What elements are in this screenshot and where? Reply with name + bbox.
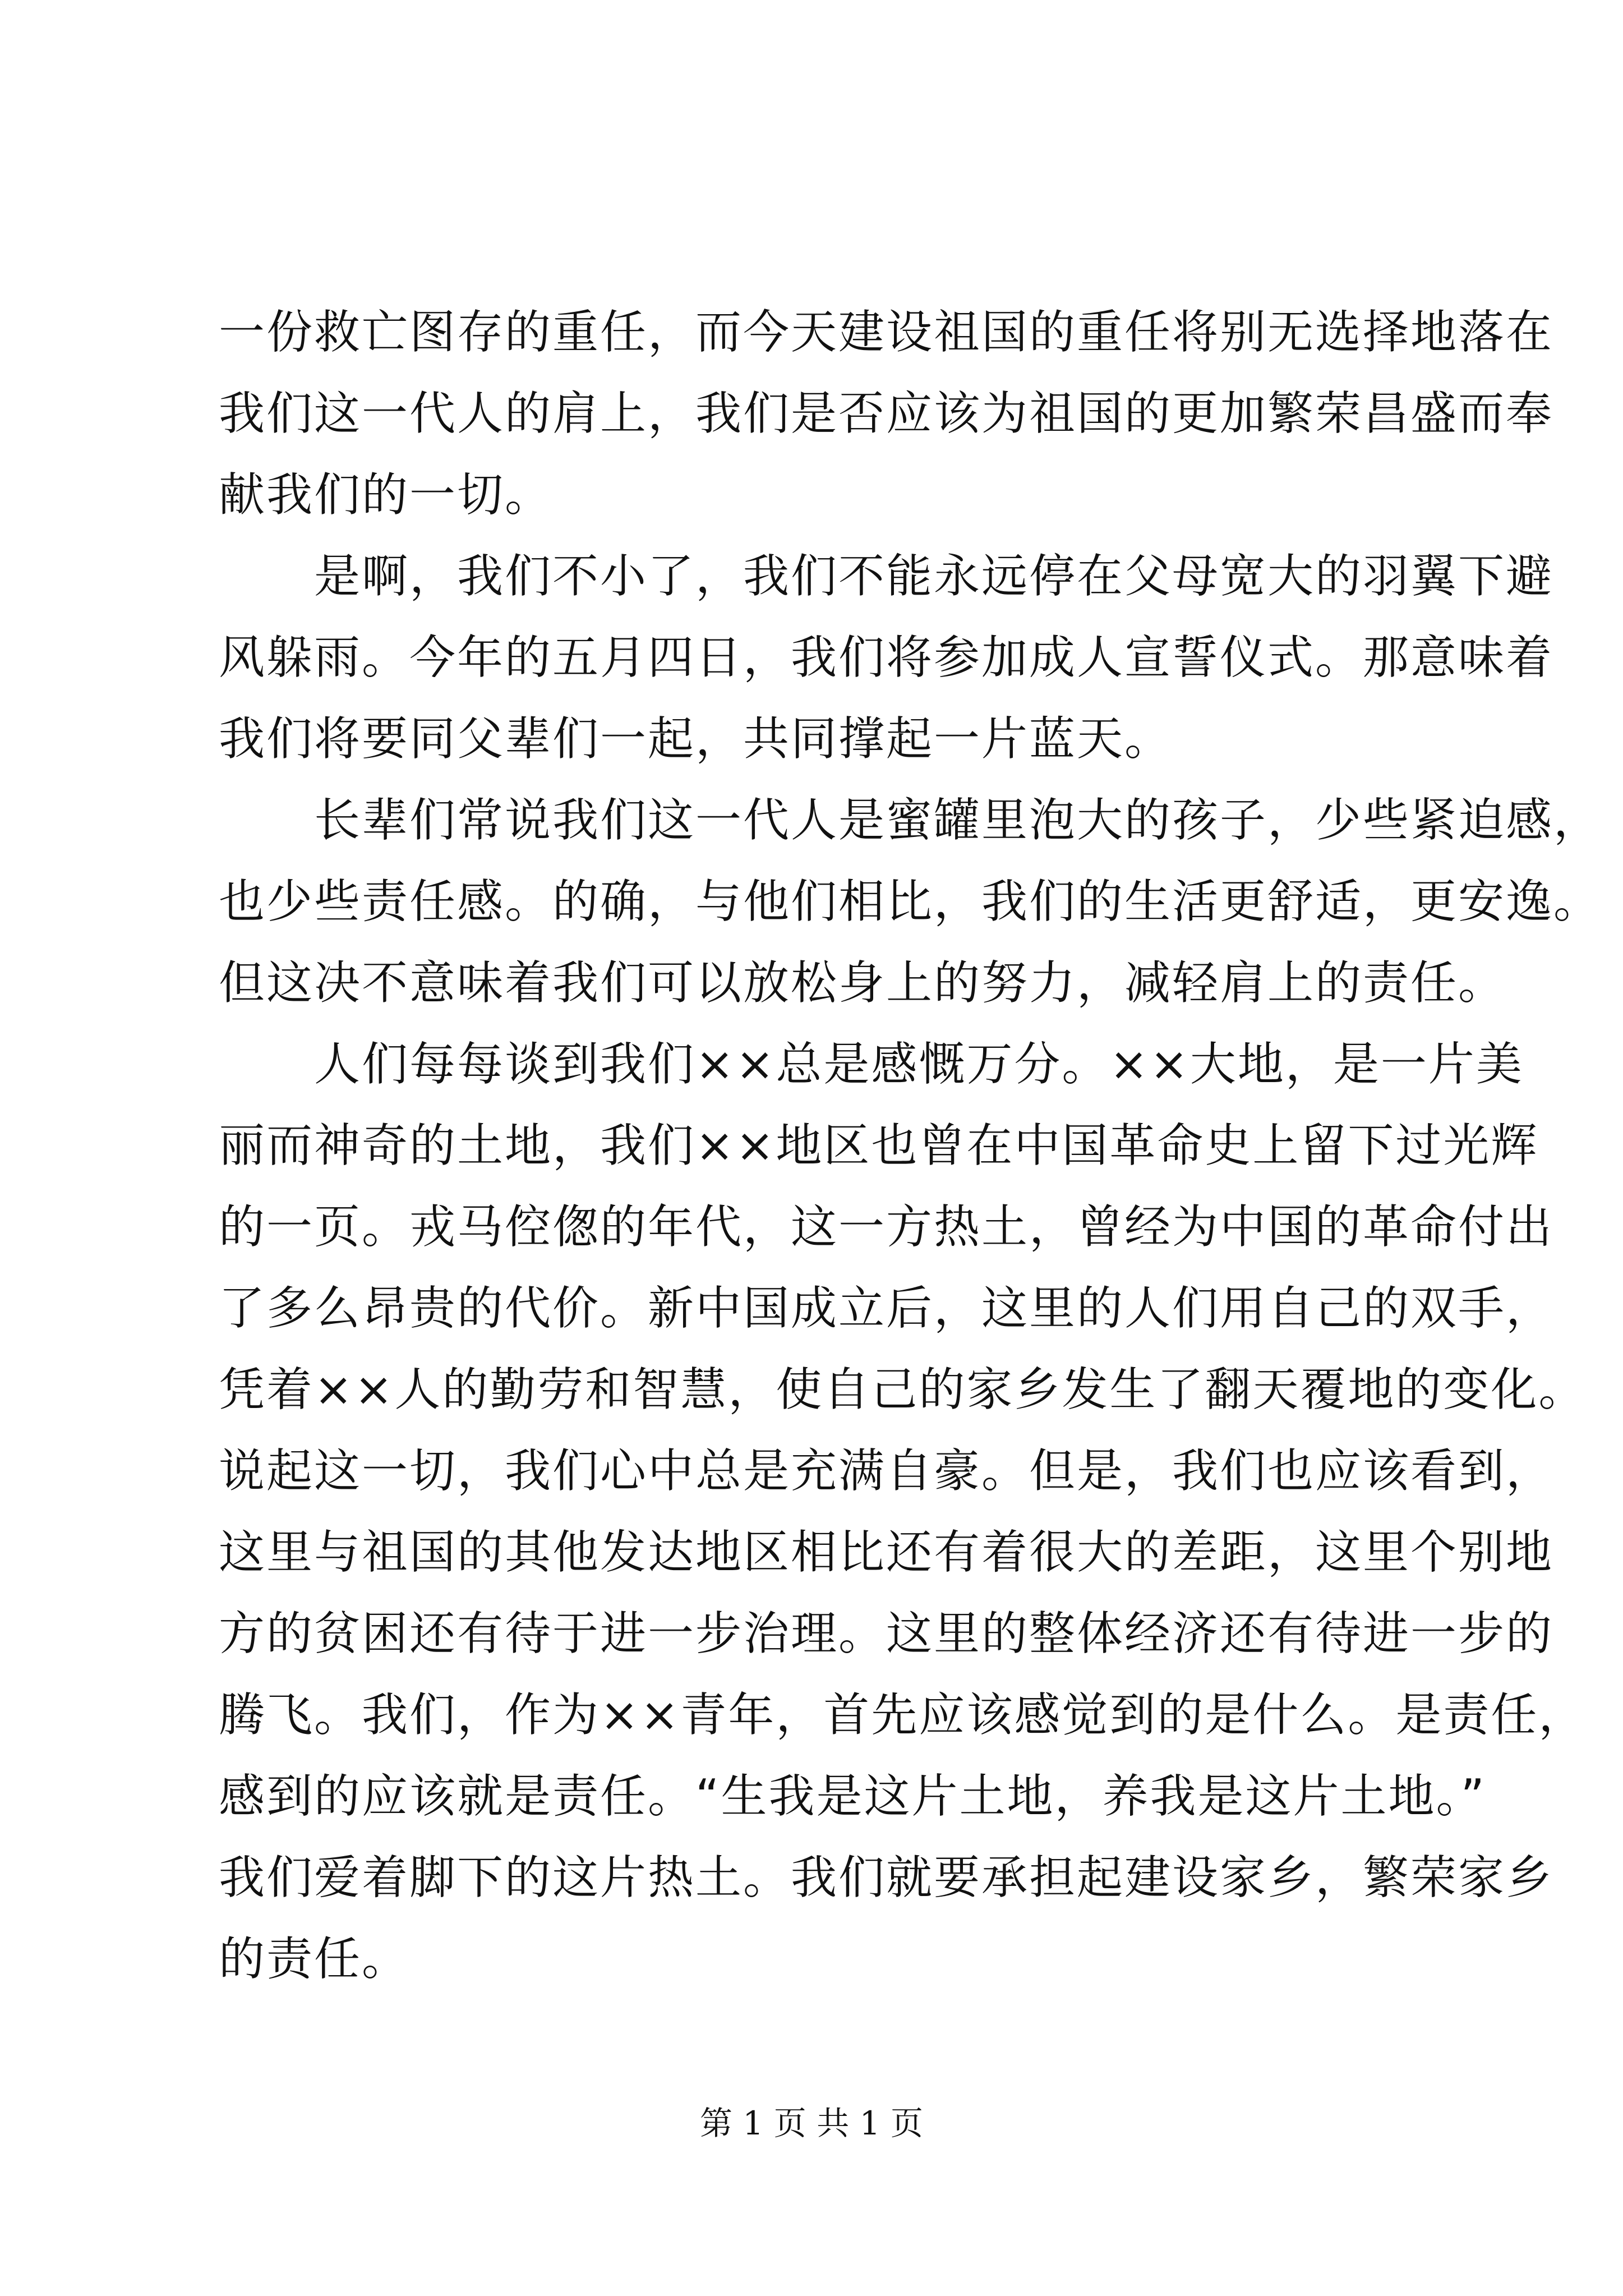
text-line: 我们这一代人的肩上，我们是否应该为祖国的更加繁荣昌盛而奉 bbox=[219, 387, 1554, 440]
text-line: 是啊，我们不小了，我们不能永远停在父母宽大的羽翼下避 bbox=[219, 550, 1554, 603]
text-line: 说起这一切，我们心中总是充满自豪。但是，我们也应该看到， bbox=[219, 1444, 1554, 1498]
text-line: 方的贫困还有待于进一步治理。这里的整体经济还有待进一步的 bbox=[219, 1607, 1554, 1660]
text-line: 丽而神奇的土地，我们××地区也曾在中国革命史上留下过光辉 bbox=[219, 1119, 1539, 1172]
text-line: 我们爱着脚下的这片热土。我们就要承担起建设家乡，繁荣家乡 bbox=[219, 1851, 1554, 1904]
text-line: 的一页。戎马倥偬的年代，这一方热土，曾经为中国的革命付出 bbox=[219, 1200, 1554, 1254]
text-line: 这里与祖国的其他发达地区相比还有着很大的差距，这里个别地 bbox=[219, 1526, 1554, 1579]
page-footer bbox=[0, 2101, 1623, 2146]
text-line: 的责任。 bbox=[219, 1932, 410, 1986]
text-line: 人们每每谈到我们××总是感慨万分。××大地，是一片美 bbox=[219, 1038, 1524, 1091]
text-line: 我们将要同父辈们一起，共同撑起一片蓝天。 bbox=[219, 712, 1173, 766]
text-line: 腾飞。我们，作为××青年，首先应该感觉到的是什么。是责任， bbox=[219, 1688, 1587, 1742]
page-number-label: 第 1 页 共 1 页 bbox=[700, 2104, 923, 2142]
text-line: 也少些责任感。的确，与他们相比，我们的生活更舒适，更安逸。 bbox=[219, 875, 1602, 928]
text-line: 凭着××人的勤劳和智慧，使自己的家乡发生了翻天覆地的变化。 bbox=[219, 1363, 1587, 1416]
text-line: 长辈们常说我们这一代人是蜜罐里泡大的孩子，少些紧迫感， bbox=[219, 794, 1602, 847]
text-line: 感到的应该就是责任。“生我是这片土地，养我是这片土地。” bbox=[219, 1770, 1486, 1823]
text-line: 了多么昂贵的代价。新中国成立后，这里的人们用自己的双手， bbox=[219, 1282, 1554, 1335]
text-line: 献我们的一切。 bbox=[219, 468, 553, 522]
text-line: 一份救亡图存的重任，而今天建设祖国的重任将别无选择地落在 bbox=[219, 306, 1554, 359]
body-text bbox=[219, 292, 1602, 2000]
text-line: 风躲雨。今年的五月四日，我们将参加成人宣誓仪式。那意味着 bbox=[219, 631, 1554, 684]
text-line: 但这决不意味着我们可以放松身上的努力，减轻肩上的责任。 bbox=[219, 956, 1506, 1010]
